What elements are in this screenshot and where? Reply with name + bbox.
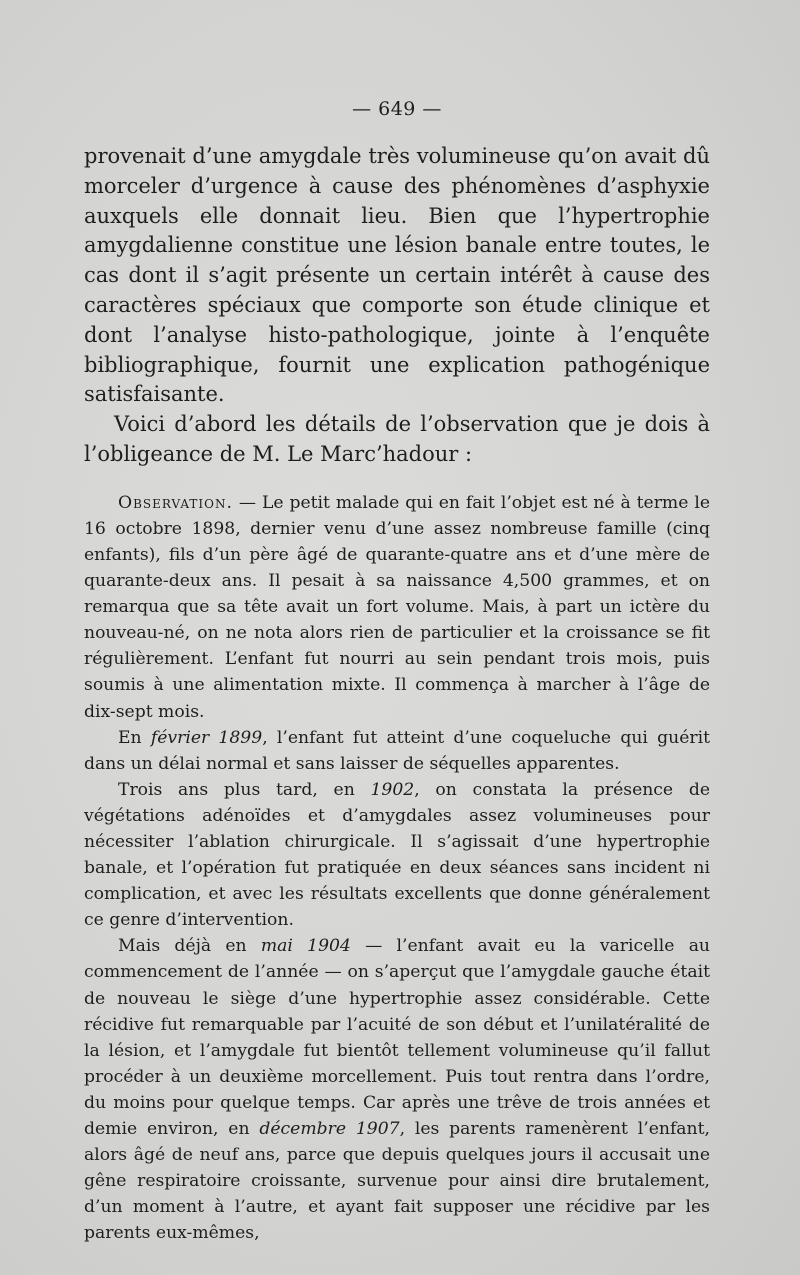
- observation-paragraph-1-text: — Le petit malade qui en fait l’objet est né à terme le 16 octobre 1898, dernier venu d’une assez nombreuse famille (cinq enfants), fils d’un père âgé de quarante-quatre ans et d’une mère de quarante-deux ans. Il pesait à sa naissance 4,500 grammes, et on remarqua que sa tête avait un fort volume. Mais, à part un ictère du nouveau-né, on ne nota alors rien de particulier et la croissance se fit régulièrement. L’enfant fut nourri au sein pendant trois mois, puis soumis à une alimentation mixte. Il commença à marcher à l’âge de dix-sept mois.: [84, 492, 710, 722]
- intro-paragraph-2: Voici d’abord les détails de l’observation que je dois à l’obligeance de M. Le Marc’hadour :: [84, 412, 710, 466]
- date-may-1904: mai 1904: [260, 936, 351, 957]
- observation-paragraph-3: [84, 777, 710, 934]
- observation-paragraph-3-pre: Trois ans plus tard, en: [118, 779, 371, 800]
- observation-paragraph-4-pre: Mais déjà en: [118, 936, 261, 957]
- observation-paragraph-2-pre: En: [118, 727, 151, 748]
- observation-paragraph-2-text: , l’enfant fut atteint d’une coqueluche qui guérit dans un délai normal et sans laisser de séquelles apparentes.: [84, 727, 710, 774]
- date-1902: 1902: [370, 779, 415, 800]
- observation-paragraph-4-text: , les parents ramenèrent l’enfant, alors âgé de neuf ans, parce que depuis quelques jours il accusait une gêne respiratoire croissante, survenue pour ainsi dire brutalement, d’un moment à l’autre, et ayant fait supposer une récidive par les parents eux-mêmes,: [84, 1119, 710, 1244]
- observation-paragraph-3-text: , on constata la présence de végétations adénoïdes et d’amygdales assez volumineuses pour nécessiter l’ablation chirurgicale. Il s’agissait d’une hypertrophie banale, et l’opération fut pratiquée en deux séances sans incident ni complication, et avec les résultats excellents que donne généralement ce genre d’intervention.: [84, 779, 710, 931]
- intro-paragraph-1: provenait d’une amygdale très volumineuse qu’on avait dû morceler d’urgence à cause des phénomènes d’asphyxie auxquels elle donnait lieu. Bien que l’hypertrophie amygdalienne constitue une lésion banale entre toutes, le cas dont il s’agit présente un certain intérêt à cause des caractères spéciaux que comporte son étude clinique et dont l’analyse histo-pathologique, jointe à l’enquête bibliographique, fournit une explication pathogénique satisfaisante.: [84, 144, 710, 407]
- date-december-1907: décembre 1907: [259, 1119, 400, 1140]
- page-number: — 649 —: [352, 98, 442, 120]
- intro-section: [84, 142, 710, 470]
- observation-paragraph-4: [84, 933, 710, 1246]
- observation-heading: Observation.: [118, 492, 233, 513]
- observation-section: [84, 490, 710, 1247]
- observation-paragraph-4-mid: — l’enfant avait eu la varicelle au commencement de l’année — on s’aperçut que l’amygdale gauche était de nouveau le siège d’une hypertrophie assez considérable. Cette récidive fut remarquable par l’acuité de son début et l’unilatéralité de la lésion, et l’amygdale fut bientôt tellement volumineuse qu’il fallut procéder à un deuxième morcellement. Puis tout rentra dans l’ordre, du moins pour quelque temps. Car après une trêve de trois années et demie environ, en: [84, 936, 711, 1140]
- observation-paragraph-2: [84, 725, 710, 777]
- book-page: [84, 98, 711, 1244]
- date-february-1899: février 1899: [150, 727, 263, 748]
- observation-paragraph-1: [84, 490, 710, 725]
